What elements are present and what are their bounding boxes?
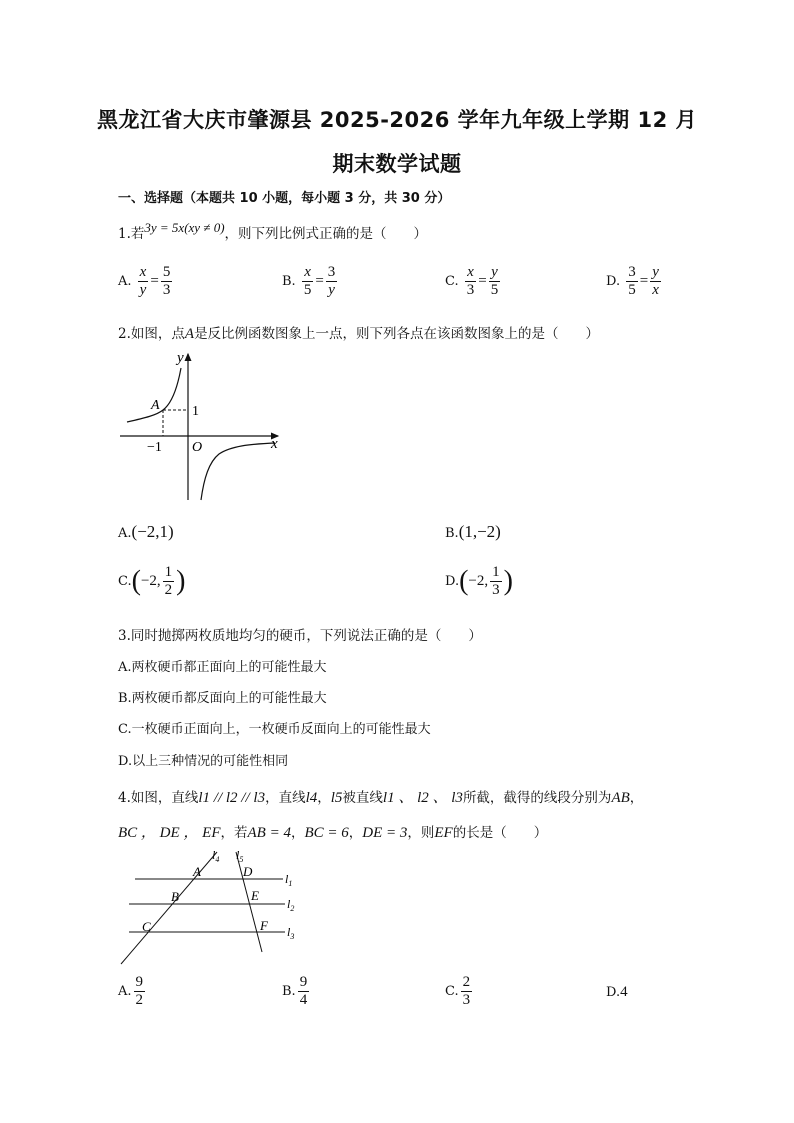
- q1-b-frac-1: $\frac{x}{5}$: [303, 264, 312, 298]
- point-a-label: A: [193, 864, 201, 879]
- l5-label: $l_5$: [236, 848, 244, 864]
- question-1-stem: [118, 222, 427, 242]
- point-f-label: F: [260, 918, 268, 933]
- q2-option-a-value: (−2,1): [131, 522, 174, 541]
- l4-label: $l_4$: [212, 848, 220, 864]
- q2-option-c[interactable]: C.(−2, $\frac{1}{2}$ ): [118, 564, 186, 598]
- q1-prefix: 1.若: [118, 226, 145, 242]
- q1-c-eq: =: [478, 273, 487, 289]
- q1-a-eq: =: [150, 273, 159, 289]
- point-a-label: A: [151, 398, 160, 413]
- q1-option-c-label: C.: [445, 274, 459, 289]
- q3-option-d[interactable]: D.以上三种情况的可能性相同: [118, 754, 289, 769]
- section-heading: 一、选择题（本题共 10 小题，每小题 3 分，共 30 分）: [118, 191, 451, 206]
- point-b-label: B: [171, 889, 179, 904]
- question-4-stem-line-1: 4.如图，直线l1 // l2 // l3，直线l4，l5被直线l1 、 l2 、 l3所截，截得的线段分别为AB，: [118, 790, 644, 806]
- q2-option-d[interactable]: D.(−2, $\frac{1}{3}$ ): [445, 564, 513, 598]
- q4-option-c[interactable]: C. $\frac{2}{3}$: [445, 974, 471, 1008]
- point-c-label: C: [142, 919, 151, 934]
- q1-c-frac-1: $\frac{x}{3}$: [466, 264, 475, 298]
- q2-option-a[interactable]: A.(−2,1): [118, 522, 174, 541]
- hyperbola-branch-right: [201, 443, 275, 500]
- l2-label: $l_2$: [287, 897, 295, 913]
- q4-parallel-lines-figure: [115, 846, 315, 968]
- q1-b-frac-2: $\frac{3}{y}$: [327, 264, 336, 298]
- q3-option-c[interactable]: C.一枚硬币正面向上，一枚硬币反面向上的可能性最大: [118, 722, 431, 737]
- q1-option-c[interactable]: [445, 264, 502, 299]
- q1-a-frac-1: $\frac{x}{y}$: [139, 264, 147, 298]
- question-2-stem: 2.如图，点A是反比例函数图象上一点，则下列各点在该函数图象上的是（ ）: [118, 326, 600, 342]
- q4-option-a[interactable]: A. $\frac{9}{2}$: [118, 974, 144, 1008]
- tick-one-label: 1: [192, 404, 199, 419]
- q1-b-eq: =: [315, 273, 324, 289]
- l1-label: $l_1$: [285, 872, 293, 888]
- q1-option-b-label: B.: [282, 274, 296, 289]
- title-line-2: 期末数学试题: [332, 152, 462, 176]
- l3-label: $l_3$: [287, 925, 295, 941]
- q1-option-a-label: A.: [118, 274, 132, 289]
- point-d-label: D: [243, 864, 253, 879]
- q2-option-b[interactable]: B.(1,−2): [445, 522, 501, 541]
- q4-option-b[interactable]: B. $\frac{9}{4}$: [282, 974, 308, 1008]
- q1-d-frac-1: $\frac{3}{5}$: [628, 264, 636, 298]
- q1-suffix: ，则下列比例式正确的是（ ）: [224, 226, 428, 242]
- q1-condition: 3y = 5x(xy ≠ 0): [144, 220, 225, 235]
- q1-d-eq: =: [639, 273, 649, 289]
- q3-option-a[interactable]: A.两枚硬币都正面向上的可能性最大: [118, 660, 327, 675]
- q3-option-b[interactable]: B.两枚硬币都反面向上的可能性最大: [118, 691, 327, 706]
- question-4-stem-line-2: BC ， DE ， EF，若AB = 4，BC = 6，DE = 3，则EF的长是（ ）: [118, 825, 548, 841]
- q2-option-b-value: (1,−2): [458, 522, 501, 541]
- x-axis-label: x: [271, 436, 278, 452]
- tick-neg-one-label: −1: [147, 440, 162, 455]
- q1-option-d-label: D.: [606, 274, 621, 289]
- q1-c-frac-2: $\frac{y}{5}$: [490, 264, 499, 298]
- question-3-stem: 3.同时抛掷两枚质地均匀的硬币，下列说法正确的是（ ）: [118, 628, 482, 644]
- title-line-1: 黑龙江省大庆市肇源县 2025-2026 学年九年级上学期 12 月: [96, 108, 698, 132]
- line-l4: [121, 852, 217, 964]
- q1-option-a[interactable]: [118, 264, 174, 299]
- q1-option-b[interactable]: [282, 264, 339, 299]
- q1-d-frac-2: $\frac{y}{x}$: [652, 264, 659, 298]
- q1-option-d[interactable]: [606, 264, 663, 299]
- q4-option-d[interactable]: D.4: [606, 984, 628, 1000]
- q2-hyperbola-figure: [115, 348, 285, 508]
- hyperbola-branch-left: [127, 368, 181, 422]
- y-axis-label: y: [177, 350, 184, 366]
- point-e-label: E: [251, 888, 259, 903]
- origin-label: O: [192, 440, 203, 455]
- q1-a-frac-2: $\frac{5}{3}$: [162, 264, 171, 298]
